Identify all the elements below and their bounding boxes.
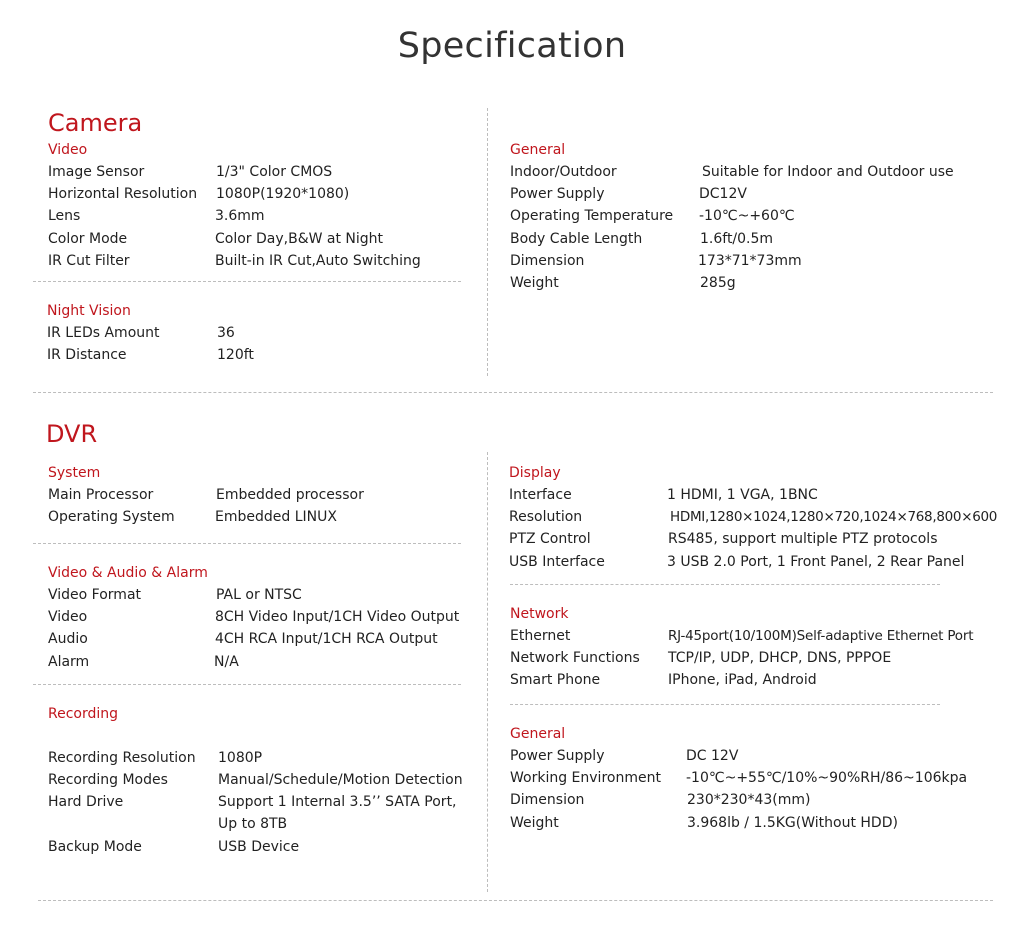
spec-label: Image Sensor bbox=[48, 164, 145, 180]
spec-row bbox=[509, 506, 1009, 528]
spec-label: IR Cut Filter bbox=[48, 252, 130, 269]
spec-label: Operating System bbox=[48, 509, 175, 526]
spec-value: Embedded LINUX bbox=[215, 509, 337, 526]
camera-video-group bbox=[48, 139, 468, 272]
spec-row bbox=[510, 205, 990, 227]
spec-value: 230*230*43(mm) bbox=[687, 792, 811, 809]
spec-label: Dimension bbox=[510, 792, 585, 809]
dvr-network-group bbox=[510, 603, 1010, 692]
spec-value: N/A bbox=[214, 653, 239, 670]
spec-value: 4CH RCA Input/1CH RCA Output bbox=[215, 631, 438, 648]
spec-label: IR LEDs Amount bbox=[47, 325, 160, 341]
spec-value: 3.6mm bbox=[215, 208, 265, 225]
spec-value: Support 1 Internal 3.5’’ SATA Port, Up to 8TB bbox=[218, 794, 457, 833]
system-heading: System bbox=[48, 465, 101, 481]
network-heading: Network bbox=[510, 606, 569, 622]
spec-value: TCP/IP, UDP, DHCP, DNS, PPPOE bbox=[668, 650, 892, 667]
spec-value: -10℃~+60℃ bbox=[699, 208, 795, 225]
spec-row bbox=[510, 183, 990, 205]
spec-row bbox=[509, 484, 1009, 506]
spec-label: PTZ Control bbox=[509, 531, 591, 548]
spec-value: Manual/Schedule/Motion Detection bbox=[218, 772, 463, 789]
spec-row bbox=[48, 606, 468, 628]
camera-general-heading: General bbox=[510, 142, 566, 158]
spec-value: 1.6ft/0.5m bbox=[700, 230, 774, 247]
recording-heading: Recording bbox=[48, 706, 119, 722]
spec-value: 1080P bbox=[218, 750, 263, 766]
spec-row bbox=[509, 551, 1009, 573]
spec-label: Alarm bbox=[48, 653, 90, 670]
spec-value: 1080P(1920*1080) bbox=[216, 186, 350, 203]
spec-row bbox=[48, 628, 468, 650]
spec-row bbox=[48, 747, 468, 769]
divider bbox=[510, 584, 940, 585]
spec-label: Recording Resolution bbox=[48, 750, 196, 766]
spec-row bbox=[48, 769, 468, 791]
spec-row bbox=[48, 836, 468, 858]
spec-label: Hard Drive bbox=[48, 794, 124, 811]
night-vision-heading: Night Vision bbox=[47, 303, 131, 319]
spec-label: Recording Modes bbox=[48, 772, 168, 789]
spec-value: Built-in IR Cut,Auto Switching bbox=[215, 252, 421, 269]
spec-row bbox=[48, 791, 468, 835]
spec-label: Working Environment bbox=[510, 770, 661, 787]
spec-label: USB Interface bbox=[509, 553, 605, 570]
spec-label: Smart Phone bbox=[510, 672, 601, 689]
divider bbox=[33, 684, 461, 685]
spec-label: Resolution bbox=[509, 509, 583, 526]
spec-row bbox=[510, 272, 990, 294]
spec-row bbox=[48, 506, 468, 528]
spec-row bbox=[510, 789, 1010, 811]
spec-value: DC 12V bbox=[686, 748, 739, 764]
spec-value: PAL or NTSC bbox=[216, 587, 302, 603]
spec-row bbox=[48, 183, 468, 205]
spec-label: Operating Temperature bbox=[510, 208, 674, 225]
spec-value: Suitable for Indoor and Outdoor use bbox=[702, 164, 954, 180]
spec-value: DC12V bbox=[699, 186, 747, 203]
dvr-recording-group bbox=[48, 703, 468, 858]
spec-value: Embedded processor bbox=[216, 487, 364, 503]
spec-label: Weight bbox=[510, 274, 559, 291]
spec-row bbox=[510, 228, 990, 250]
spec-row bbox=[510, 812, 1010, 834]
column-divider bbox=[487, 452, 488, 892]
spec-label: Interface bbox=[509, 487, 572, 503]
dvr-display-group bbox=[509, 462, 1009, 573]
video-audio-alarm-heading: Video & Audio & Alarm bbox=[48, 565, 208, 581]
camera-night-vision-group bbox=[47, 300, 467, 366]
divider bbox=[33, 543, 461, 544]
spec-label: Network Functions bbox=[510, 650, 640, 667]
section-divider bbox=[33, 392, 993, 393]
spec-label: Audio bbox=[48, 631, 88, 648]
spec-label: Video bbox=[48, 609, 88, 626]
dvr-general-heading: General bbox=[510, 726, 566, 742]
spec-row bbox=[510, 669, 1010, 691]
spec-row bbox=[510, 767, 1010, 789]
dvr-video-audio-alarm-group bbox=[48, 562, 468, 673]
spec-label: IR Distance bbox=[47, 347, 127, 364]
spec-label: Lens bbox=[48, 208, 81, 225]
display-heading: Display bbox=[509, 465, 561, 481]
spec-row bbox=[48, 205, 468, 227]
spec-row bbox=[510, 625, 1010, 647]
spec-row bbox=[509, 528, 1009, 550]
camera-section-title: Camera bbox=[48, 109, 143, 137]
spec-row bbox=[47, 344, 467, 366]
spec-value: 120ft bbox=[217, 347, 254, 364]
page-title: Specification bbox=[397, 26, 627, 66]
camera-video-heading: Video bbox=[48, 142, 88, 158]
divider bbox=[33, 281, 461, 282]
spec-label: Indoor/Outdoor bbox=[510, 164, 617, 180]
spec-row bbox=[510, 161, 990, 183]
spec-label: Body Cable Length bbox=[510, 230, 643, 247]
spec-row bbox=[48, 651, 468, 673]
camera-general-group bbox=[510, 139, 990, 294]
spec-row bbox=[48, 161, 468, 183]
bottom-divider bbox=[38, 900, 993, 901]
dvr-general-group bbox=[510, 723, 1010, 834]
spec-row bbox=[510, 647, 1010, 669]
spec-row bbox=[510, 745, 1010, 767]
spec-value: 1/3" Color CMOS bbox=[216, 164, 333, 180]
spec-value: 173*71*73mm bbox=[698, 252, 802, 269]
spec-value: 36 bbox=[217, 325, 235, 341]
spec-label: Horizontal Resolution bbox=[48, 186, 198, 203]
divider bbox=[510, 704, 940, 705]
spec-row bbox=[510, 250, 990, 272]
spec-label: Power Supply bbox=[510, 748, 605, 764]
column-divider bbox=[487, 108, 488, 376]
spec-value: -10℃~+55℃/10%~90%RH/86~106kpa bbox=[686, 770, 968, 787]
spec-value: RJ-45port(10/100M)Self-adaptive Ethernet Port bbox=[668, 628, 974, 644]
spec-value: RS485, support multiple PTZ protocols bbox=[668, 531, 938, 548]
dvr-system-group bbox=[48, 462, 468, 528]
spec-row bbox=[48, 228, 468, 250]
spec-label: Dimension bbox=[510, 252, 585, 269]
spec-value: Color Day,B&W at Night bbox=[215, 230, 384, 247]
spec-label: Color Mode bbox=[48, 230, 128, 247]
spec-row bbox=[48, 484, 468, 506]
spec-value: USB Device bbox=[218, 838, 300, 855]
spec-label: Ethernet bbox=[510, 628, 571, 644]
spec-value: 3 USB 2.0 Port, 1 Front Panel, 2 Rear Panel bbox=[667, 553, 965, 570]
spec-value: 285g bbox=[700, 274, 736, 291]
spec-label: Backup Mode bbox=[48, 838, 142, 855]
spec-row bbox=[47, 322, 467, 344]
spec-value: IPhone, iPad, Android bbox=[668, 672, 817, 689]
spec-value: 3.968lb / 1.5KG(Without HDD) bbox=[687, 814, 898, 831]
spec-label: Video Format bbox=[48, 587, 142, 603]
spec-value: 8CH Video Input/1CH Video Output bbox=[215, 609, 460, 626]
dvr-section-title: DVR bbox=[46, 420, 98, 448]
spec-row bbox=[48, 250, 468, 272]
spec-label: Power Supply bbox=[510, 186, 605, 203]
spec-row bbox=[48, 584, 468, 606]
spec-label: Weight bbox=[510, 814, 559, 831]
spec-label: Main Processor bbox=[48, 487, 154, 503]
spec-value: HDMI,1280×1024,1280×720,1024×768,800×600 bbox=[670, 509, 998, 526]
spec-value: 1 HDMI, 1 VGA, 1BNC bbox=[667, 487, 818, 503]
